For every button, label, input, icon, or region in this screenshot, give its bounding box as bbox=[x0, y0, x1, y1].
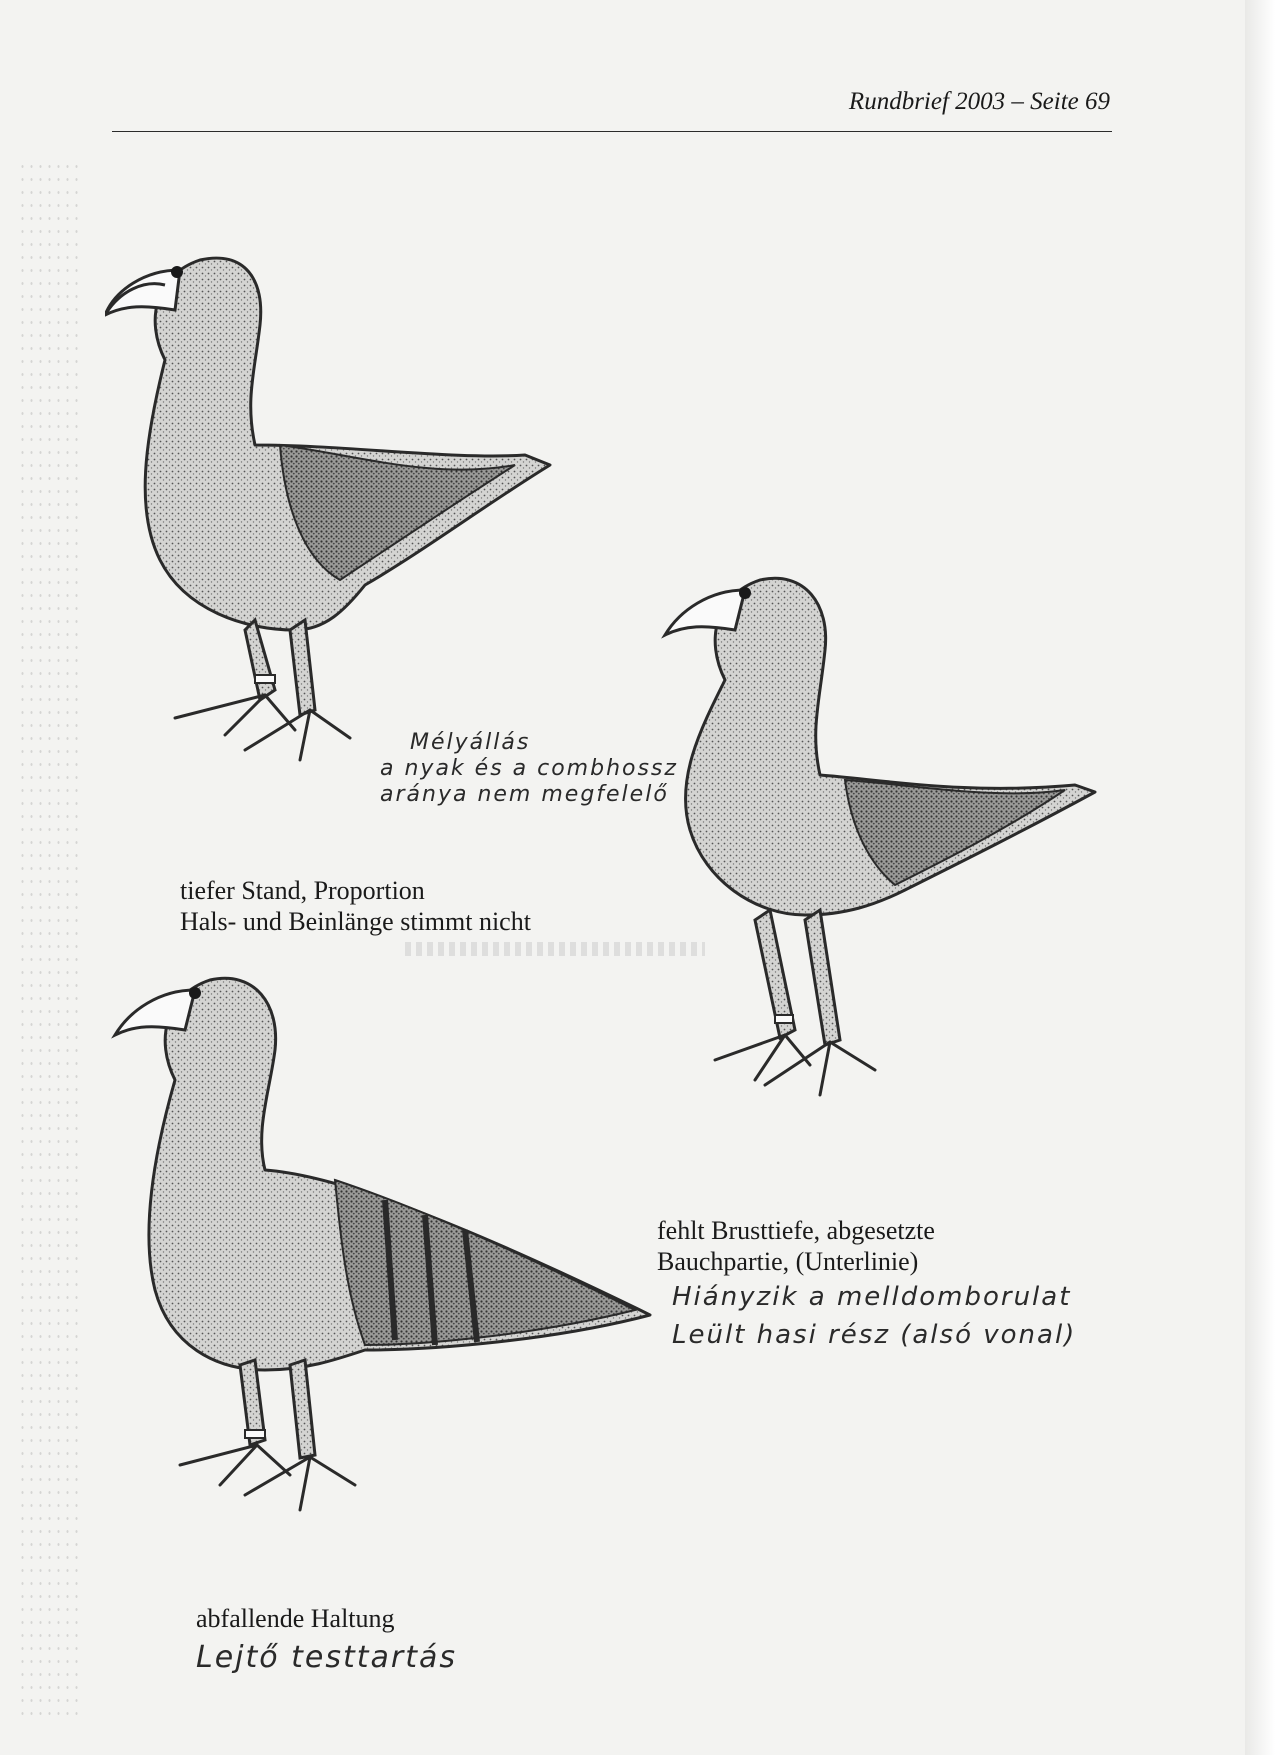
figure-caption-2 bbox=[657, 1215, 935, 1277]
handwritten-line: Mélyállás bbox=[410, 730, 531, 755]
faint-scribble bbox=[405, 942, 705, 956]
caption-line: Bauchpartie, (Unterlinie) bbox=[657, 1247, 919, 1276]
handwritten-line: Hiányzik a melldomborulat bbox=[672, 1282, 1072, 1312]
caption-line: tiefer Stand, Proportion bbox=[180, 876, 425, 905]
handwritten-line: Lejtő testtartás bbox=[196, 1640, 458, 1675]
page-header: Rundbrief 2003 – Seite 69 bbox=[848, 88, 1110, 115]
handwritten-line: a nyak és a combhossz bbox=[380, 756, 678, 781]
scan-edge bbox=[1245, 0, 1275, 1755]
handwritten-note-2 bbox=[672, 1278, 1076, 1354]
figure-caption-1 bbox=[180, 875, 531, 937]
caption-line: Hals- und Beinlänge stimmt nicht bbox=[180, 907, 531, 936]
caption-line: abfallende Haltung bbox=[196, 1604, 395, 1633]
pigeon-illustration-shallow-chest bbox=[645, 560, 1145, 1180]
handwritten-note-3 bbox=[196, 1640, 457, 1676]
scan-noise bbox=[18, 160, 78, 1720]
header-rule bbox=[112, 131, 1112, 132]
handwritten-line: Leült hasi rész (alsó vonal) bbox=[672, 1320, 1077, 1350]
pigeon-illustration-sloping-posture bbox=[105, 960, 665, 1580]
handwritten-note-1 bbox=[380, 730, 678, 808]
caption-line: fehlt Brusttiefe, abgesetzte bbox=[657, 1216, 935, 1245]
handwritten-line: aránya nem megfelelő bbox=[380, 782, 669, 807]
figure-caption-3 bbox=[196, 1603, 395, 1634]
